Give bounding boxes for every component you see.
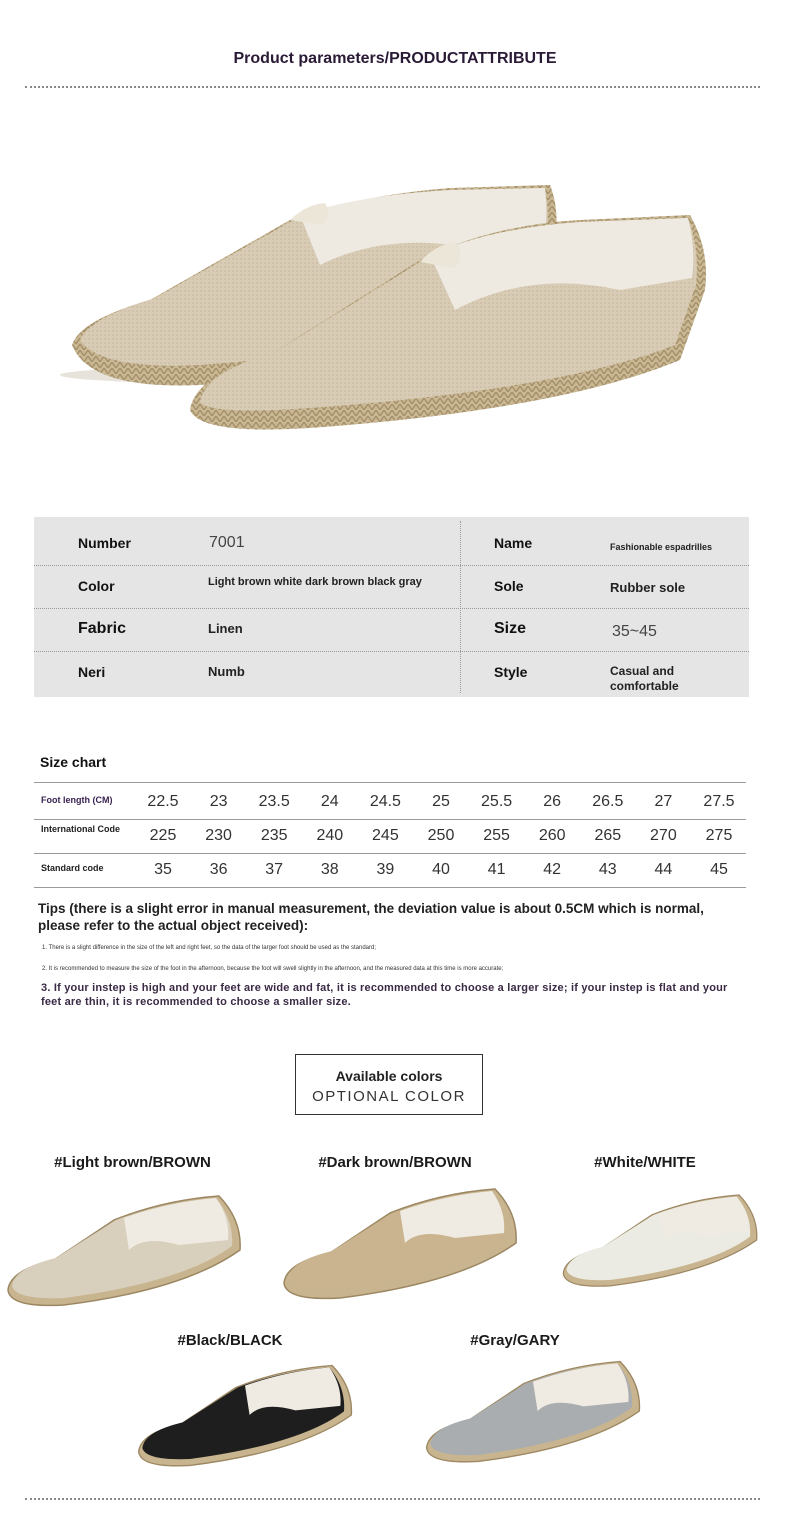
size-chart-cell: 25 xyxy=(432,793,450,810)
size-chart-cell: 23.5 xyxy=(258,793,290,810)
page-title: Product parameters/PRODUCTATTRIBUTE xyxy=(233,50,557,67)
size-chart-rule xyxy=(34,887,746,888)
light-brown-shoe-icon xyxy=(4,1190,244,1310)
color-label-white: #White/WHITE xyxy=(594,1154,696,1171)
size-chart-cell: 42 xyxy=(543,861,562,878)
tip-2: 2. It is recommended to measure the size of the foot in the afternoon, because the foot will swell slightly in the afternoon, and the measured data at this time is more accurate; xyxy=(42,966,504,972)
size-chart-cell: 27 xyxy=(654,793,673,810)
color-label-gray: #Gray/GARY xyxy=(470,1332,560,1349)
available-colors-title: Available colors xyxy=(335,1068,443,1084)
available-colors-subtitle: OPTIONAL COLOR xyxy=(312,1088,466,1105)
white-shoe-icon xyxy=(540,1190,780,1290)
size-chart-cell: 38 xyxy=(320,861,339,878)
attr-value-fabric: Linen xyxy=(208,621,243,636)
product-attributes-table xyxy=(34,517,749,697)
attr-value-style: Casual and comfortable xyxy=(610,664,679,693)
attr-row-fabric xyxy=(34,608,749,652)
size-chart-cell: 275 xyxy=(705,827,733,844)
black-shoe-icon xyxy=(125,1360,365,1470)
attr-value-size: 35~45 xyxy=(612,623,657,640)
color-label-light-brown: #Light brown/BROWN xyxy=(54,1154,211,1171)
tips-heading: Tips (there is a slight error in manual measurement, the deviation value is about 0.5CM which is normal, please refer to the actual object received): xyxy=(38,901,704,933)
size-chart-cell: 235 xyxy=(260,827,288,844)
size-chart-title: Size chart xyxy=(40,754,107,770)
attr-row-color xyxy=(34,565,749,609)
attr-value-sole: Rubber sole xyxy=(610,580,686,595)
size-chart-rule xyxy=(34,819,746,820)
size-row-label-foot-length: Foot length (CM) xyxy=(41,795,113,805)
size-chart-cell: 260 xyxy=(538,827,566,844)
available-colors-box xyxy=(295,1054,483,1115)
attr-key-size: Size xyxy=(494,620,527,637)
attr-value-neri: Numb xyxy=(208,664,245,679)
hero-product-image xyxy=(60,170,730,450)
attr-key-color: Color xyxy=(78,578,115,594)
attr-key-name: Name xyxy=(494,535,533,551)
size-row-label-international-code: International Code xyxy=(41,824,121,834)
size-chart-cell: 41 xyxy=(487,861,506,878)
size-chart-cell: 35 xyxy=(154,861,172,878)
size-chart-cell: 240 xyxy=(316,827,344,844)
dark-brown-shoe-icon xyxy=(280,1183,520,1303)
size-chart-cell: 27.5 xyxy=(703,793,735,810)
size-chart-cell: 44 xyxy=(654,861,673,878)
size-chart-cell: 245 xyxy=(372,827,399,844)
attr-value-color: Light brown white dark brown black gray xyxy=(208,576,422,588)
attr-row-number xyxy=(34,517,749,561)
size-chart-cell: 37 xyxy=(265,861,284,878)
size-chart-cell: 22.5 xyxy=(147,793,179,810)
size-row-label-standard-code: Standard code xyxy=(41,863,104,873)
size-chart-cell: 225 xyxy=(149,827,177,844)
attr-value-number: 7001 xyxy=(209,534,245,551)
size-chart-cell: 255 xyxy=(483,827,510,844)
size-chart-cell: 270 xyxy=(650,827,677,844)
size-chart-cell: 24 xyxy=(320,793,339,810)
size-chart-cell: 43 xyxy=(598,861,617,878)
attr-value-name: Fashionable espadrilles xyxy=(610,542,713,552)
size-chart-cell: 265 xyxy=(594,827,622,844)
tip-1: 1. There is a slight difference in the size of the left and right feet, so the data of the larger foot should be used as the standard; xyxy=(42,945,376,951)
size-chart-cell: 25.5 xyxy=(481,793,513,810)
size-chart-cell: 45 xyxy=(710,861,728,878)
size-chart-cell: 24.5 xyxy=(369,793,401,810)
attr-row-neri xyxy=(34,651,749,695)
attr-key-fabric: Fabric xyxy=(78,620,127,637)
gray-shoe-icon xyxy=(412,1356,654,1466)
size-chart-cell: 39 xyxy=(376,861,395,878)
tip-3: 3. If your instep is high and your feet are wide and fat, it is recommended to choose a larger size; if your instep is flat and your feet are thin, it is recommended to choose a smaller size. xyxy=(41,982,728,1008)
size-chart-rule xyxy=(34,782,746,783)
attr-key-sole: Sole xyxy=(494,578,524,594)
size-chart-cell: 23 xyxy=(209,793,228,810)
size-chart-cell: 26.5 xyxy=(592,793,624,810)
size-chart-cell: 230 xyxy=(205,827,232,844)
color-label-black: #Black/BLACK xyxy=(177,1332,283,1349)
top-divider xyxy=(25,86,760,88)
color-label-dark-brown: #Dark brown/BROWN xyxy=(318,1154,472,1171)
size-chart-cell: 250 xyxy=(427,827,455,844)
attr-key-neri: Neri xyxy=(78,664,106,680)
size-chart-rule xyxy=(34,853,746,854)
attr-key-style: Style xyxy=(494,664,528,680)
size-chart-cell: 36 xyxy=(209,861,228,878)
size-chart-cell: 40 xyxy=(432,861,450,878)
size-chart-cell: 26 xyxy=(543,793,562,810)
attr-key-number: Number xyxy=(78,535,131,551)
bottom-divider xyxy=(25,1498,760,1500)
